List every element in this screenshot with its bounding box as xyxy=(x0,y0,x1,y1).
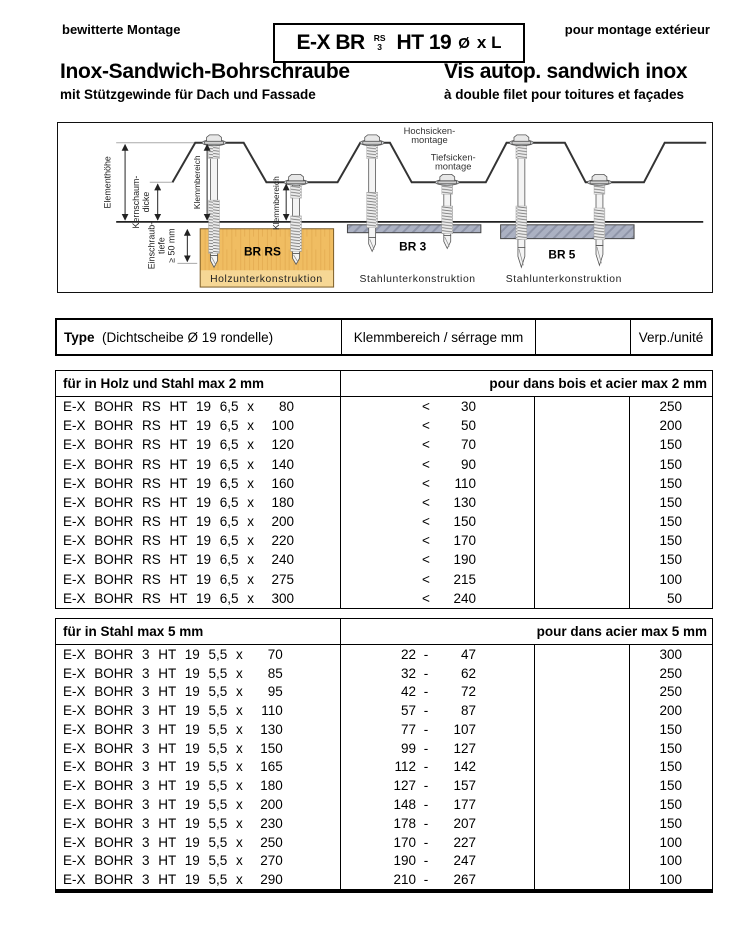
type-cell: E-X BOHR RS HT 19 6,5 x 220 xyxy=(63,533,295,549)
type-cell: E-X BOHR 3 HT 19 5,5 x 230 xyxy=(63,815,283,831)
column-header-table xyxy=(55,318,713,356)
empty-cell xyxy=(534,570,629,589)
type-column-header xyxy=(57,320,341,354)
empty-cell xyxy=(534,416,629,435)
einschraub-label-1: Einschraub- xyxy=(146,221,157,270)
tiefsicken-label-1: Tiefsicken- xyxy=(430,152,476,163)
pack-quantity-cell: 150 xyxy=(629,795,712,814)
empty-cell xyxy=(534,474,629,493)
table-row xyxy=(56,435,712,454)
table-row xyxy=(56,550,712,569)
diagram-svg xyxy=(58,123,712,292)
klemmbereich-label-2: Klemmbereich xyxy=(271,176,282,230)
clamp-range-cell: < 240 xyxy=(340,589,534,608)
type-label-detail: (Dichtscheibe Ø 19 rondelle) xyxy=(94,329,274,345)
table-row xyxy=(56,739,712,758)
type-cell: E-X BOHR RS HT 19 6,5 x 275 xyxy=(63,571,295,587)
empty-column-header xyxy=(535,320,630,354)
code-variant-rs: RS xyxy=(373,33,386,44)
pack-quantity-cell: 100 xyxy=(629,833,712,852)
pack-quantity-cell: 150 xyxy=(629,720,712,739)
clamp-range-cell: < 90 xyxy=(340,455,534,474)
clamp-range-cell: 99 - 127 xyxy=(340,739,534,758)
table-row xyxy=(56,397,712,416)
clamp-range-cell: 127 - 157 xyxy=(340,776,534,795)
elementhoehe-label: Elementhöhe xyxy=(102,156,113,209)
diameter-symbol: Ø xyxy=(458,34,470,52)
type-cell: E-X BOHR RS HT 19 6,5 x 120 xyxy=(63,437,295,453)
section-steel xyxy=(55,618,713,893)
installation-diagram xyxy=(57,122,713,293)
pack-quantity-cell: 200 xyxy=(629,416,712,435)
hochsicken-label-1: Hochsicken- xyxy=(403,125,456,136)
table-row xyxy=(56,701,712,720)
clamp-range-cell: 22 - 47 xyxy=(340,645,534,664)
section-1-header xyxy=(56,371,712,397)
table-row xyxy=(56,416,712,435)
clamp-range-cell: < 110 xyxy=(340,474,534,493)
type-cell: E-X BOHR RS HT 19 6,5 x 240 xyxy=(63,552,295,568)
type-cell: E-X BOHR 3 HT 19 5,5 x 250 xyxy=(63,834,283,850)
clamp-range-cell: < 50 xyxy=(340,416,534,435)
empty-cell xyxy=(534,833,629,852)
pack-quantity-cell: 250 xyxy=(629,683,712,702)
table-row xyxy=(56,589,712,608)
code-part3: x L xyxy=(476,33,502,52)
table-row xyxy=(56,570,712,589)
pack-quantity-cell: 100 xyxy=(629,851,712,870)
br-5-label: BR 5 xyxy=(548,247,576,262)
page-subtitle-de: mit Stützgewinde für Dach und Fassade xyxy=(60,87,316,102)
pack-quantity-cell: 250 xyxy=(629,397,712,416)
empty-cell xyxy=(534,493,629,512)
pack-quantity-cell: 150 xyxy=(629,512,712,531)
steel-substructure-caption-2: Stahlunterkonstruktion xyxy=(505,274,622,286)
clamp-range-cell: < 170 xyxy=(340,531,534,550)
type-cell: E-X BOHR 3 HT 19 5,5 x 290 xyxy=(63,872,283,888)
code-variant-stack xyxy=(374,34,386,52)
table-row xyxy=(56,512,712,531)
table-row xyxy=(56,833,712,852)
steel-substructure-caption-1: Stahlunterkonstruktion xyxy=(359,274,476,286)
type-cell: E-X BOHR RS HT 19 6,5 x 300 xyxy=(63,590,295,606)
screw xyxy=(510,135,534,267)
empty-cell xyxy=(534,739,629,758)
kernschaum-label-1: Kernschaum- xyxy=(130,175,141,229)
type-cell: E-X BOHR RS HT 19 6,5 x 180 xyxy=(63,494,295,510)
empty-cell xyxy=(534,435,629,454)
table-row xyxy=(56,683,712,702)
pack-quantity-cell: 150 xyxy=(629,474,712,493)
clamp-range-cell: < 215 xyxy=(340,570,534,589)
section-wood-steel xyxy=(55,370,713,609)
type-cell: E-X BOHR RS HT 19 6,5 x 200 xyxy=(63,514,295,530)
clamp-range-cell: 42 - 72 xyxy=(340,683,534,702)
br-rs-label: BR RS xyxy=(244,244,281,259)
pack-quantity-cell: 150 xyxy=(629,455,712,474)
table-row xyxy=(56,455,712,474)
table-row xyxy=(56,493,712,512)
pack-quantity-cell: 150 xyxy=(629,550,712,569)
section-2-title-fr: pour dans acier max 5 mm xyxy=(340,619,712,644)
einschraub-label-2: tiefe xyxy=(156,237,167,254)
table-row xyxy=(56,474,712,493)
clamp-range-cell: < 190 xyxy=(340,550,534,569)
type-cell: E-X BOHR RS HT 19 6,5 x 100 xyxy=(63,418,295,434)
empty-cell xyxy=(534,512,629,531)
weathered-mounting-note: bewitterte Montage xyxy=(62,22,181,37)
empty-cell xyxy=(534,455,629,474)
type-cell: E-X BOHR RS HT 19 6,5 x 160 xyxy=(63,475,295,491)
type-label: Type xyxy=(64,329,95,345)
clamp-range-cell: < 70 xyxy=(340,435,534,454)
empty-cell xyxy=(534,795,629,814)
empty-cell xyxy=(534,683,629,702)
exterior-mounting-note: pour montage extérieur xyxy=(564,22,710,37)
pack-quantity-cell: 150 xyxy=(629,531,712,550)
section-1-title-de: für in Holz und Stahl max 2 mm xyxy=(63,376,265,391)
type-cell: E-X BOHR 3 HT 19 5,5 x 180 xyxy=(63,778,283,794)
screw xyxy=(435,174,459,248)
product-code-box xyxy=(273,23,525,63)
empty-cell xyxy=(534,531,629,550)
empty-cell xyxy=(534,701,629,720)
pack-quantity-cell: 300 xyxy=(629,645,712,664)
pack-quantity-cell: 50 xyxy=(629,589,712,608)
pack-quantity-cell: 100 xyxy=(629,570,712,589)
clamp-range-cell: < 30 xyxy=(340,397,534,416)
table-row xyxy=(56,720,712,739)
table-row xyxy=(56,531,712,550)
section-2-rows xyxy=(56,645,712,889)
clamp-range-cell: 77 - 107 xyxy=(340,720,534,739)
empty-cell xyxy=(534,550,629,569)
table-row xyxy=(56,814,712,833)
type-cell: E-X BOHR 3 HT 19 5,5 x 165 xyxy=(63,759,283,775)
pack-quantity-cell: 150 xyxy=(629,739,712,758)
table-row xyxy=(56,795,712,814)
packaging-column-header: Verp./unité xyxy=(630,320,711,354)
pack-quantity-cell: 100 xyxy=(629,870,712,889)
code-variant-3: 3 xyxy=(377,42,382,52)
section-2-header xyxy=(56,619,712,645)
screw xyxy=(360,135,384,252)
empty-cell xyxy=(534,814,629,833)
empty-cell xyxy=(534,664,629,683)
pack-quantity-cell: 150 xyxy=(629,776,712,795)
code-part2: HT 19 xyxy=(396,31,452,54)
type-cell: E-X BOHR 3 HT 19 5,5 x 70 xyxy=(63,646,283,662)
pack-quantity-cell: 150 xyxy=(629,814,712,833)
empty-cell xyxy=(534,758,629,777)
clamp-range-cell: 32 - 62 xyxy=(340,664,534,683)
empty-cell xyxy=(534,851,629,870)
hochsicken-label-2: montage xyxy=(411,134,448,145)
type-cell: E-X BOHR RS HT 19 6,5 x 80 xyxy=(63,399,295,415)
clamp-range-cell: 170 - 227 xyxy=(340,833,534,852)
code-part1: E-X BR xyxy=(296,31,365,54)
type-cell: E-X BOHR 3 HT 19 5,5 x 200 xyxy=(63,797,283,812)
type-cell: E-X BOHR 3 HT 19 5,5 x 85 xyxy=(63,665,283,681)
clamp-range-cell: 210 - 267 xyxy=(340,870,534,889)
page-title-fr: Vis autop. sandwich inox xyxy=(444,60,688,83)
page-subtitle-fr: à double filet pour toitures et façades xyxy=(444,87,685,102)
empty-cell xyxy=(534,645,629,664)
type-cell: E-X BOHR 3 HT 19 5,5 x 95 xyxy=(63,684,283,700)
einschraub-label-3: ≥ 50 mm xyxy=(166,228,177,263)
table-row xyxy=(56,776,712,795)
screw xyxy=(588,174,612,265)
empty-cell xyxy=(534,870,629,889)
table-row xyxy=(56,851,712,870)
clamp-range-cell: 190 - 247 xyxy=(340,851,534,870)
type-cell: E-X BOHR 3 HT 19 5,5 x 270 xyxy=(63,853,283,869)
tiefsicken-label-2: montage xyxy=(434,161,472,172)
clamp-range-cell: 148 - 177 xyxy=(340,795,534,814)
br-3-label: BR 3 xyxy=(399,239,427,254)
table-row xyxy=(56,664,712,683)
section-2-title-de: für in Stahl max 5 mm xyxy=(63,624,204,639)
clamp-range-cell: 178 - 207 xyxy=(340,814,534,833)
pack-quantity-cell: 150 xyxy=(629,758,712,777)
type-cell: E-X BOHR 3 HT 19 5,5 x 110 xyxy=(63,703,283,719)
pack-quantity-cell: 250 xyxy=(629,664,712,683)
pack-quantity-cell: 200 xyxy=(629,701,712,720)
clamp-range-cell: 112 - 142 xyxy=(340,758,534,777)
table-row xyxy=(56,645,712,664)
type-cell: E-X BOHR 3 HT 19 5,5 x 130 xyxy=(63,721,283,737)
wood-substructure-caption: Holzunterkonstruktion xyxy=(210,274,323,286)
type-cell: E-X BOHR 3 HT 19 5,5 x 150 xyxy=(63,740,283,756)
clamp-range-column-header: Klemmbereich / sérrage mm xyxy=(341,320,535,354)
type-cell: E-X BOHR RS HT 19 6,5 x 140 xyxy=(63,456,295,472)
table-row xyxy=(56,758,712,777)
pack-quantity-cell: 150 xyxy=(629,493,712,512)
clamp-range-cell: 57 - 87 xyxy=(340,701,534,720)
page-title-de: Inox-Sandwich-Bohrschraube xyxy=(60,60,350,83)
empty-cell xyxy=(534,720,629,739)
empty-cell xyxy=(534,776,629,795)
clamp-range-cell: < 130 xyxy=(340,493,534,512)
table-row xyxy=(56,870,712,889)
empty-cell xyxy=(534,397,629,416)
klemmbereich-label-1: Klemmbereich xyxy=(192,155,203,210)
section-1-rows xyxy=(56,397,712,608)
clamp-range-cell: < 150 xyxy=(340,512,534,531)
pack-quantity-cell: 150 xyxy=(629,435,712,454)
empty-cell xyxy=(534,589,629,608)
section-1-title-fr: pour dans bois et acier max 2 mm xyxy=(340,371,712,396)
kernschaum-label-2: dicke xyxy=(140,191,151,213)
